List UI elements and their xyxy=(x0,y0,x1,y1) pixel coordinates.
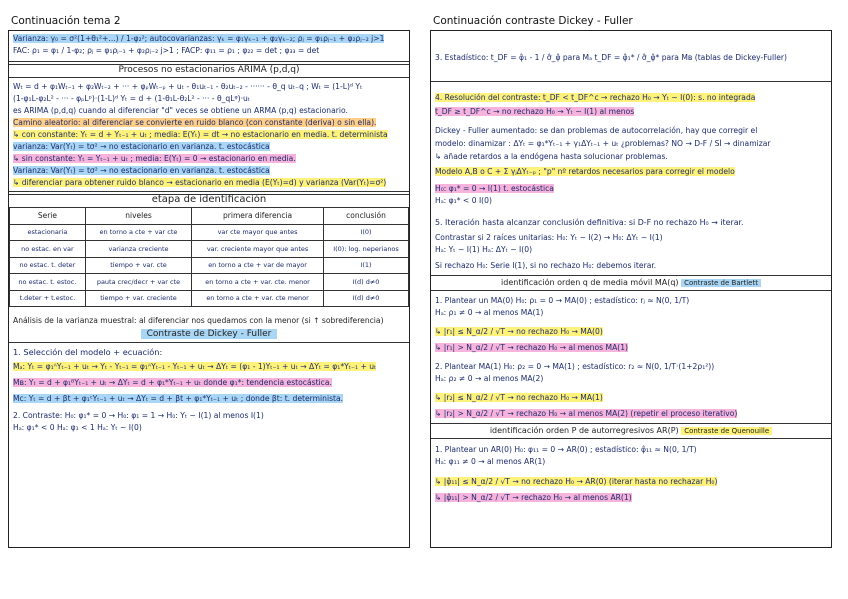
variance-line xyxy=(13,34,405,44)
table-cell: I(0): log. neperianos xyxy=(324,241,409,258)
ar-line xyxy=(435,445,827,455)
arima-line xyxy=(13,130,405,140)
table-cell: tiempo + var. cte xyxy=(85,257,191,274)
two-roots-ha: Hₐ: Yₜ ~ I(1) Hₐ: ΔYₜ ~ I(0) xyxy=(435,245,533,254)
ar0-reject: ↳ |φ̂₁₁| > N_α/2 / √T → rechazo H₀ → al menos AR(1) xyxy=(435,493,632,502)
iteration-line xyxy=(435,245,827,255)
ma0-ha: Hₐ: ρ₁ ≠ 0 → al menos MA(1) xyxy=(435,308,544,317)
df-line xyxy=(13,362,405,372)
model-a: Mₐ: Yₜ = φ₁ᴬYₜ₋₁ + uₜ → Yₜ - Yₜ₋₁ = φ₁ᴬYₜ₋₁ - Yₜ₋₁ + uₜ → ΔYₜ = (φ₁ - 1)Yₜ₋₁ + uₜ → ΔYₜ = φ₁*Yₜ₋₁ + uₜ xyxy=(13,362,377,371)
resolution-line xyxy=(435,93,827,103)
ma-line xyxy=(435,327,827,337)
ma-line xyxy=(435,409,827,419)
df-line xyxy=(13,394,405,404)
ma1-reject: ↳ |r₂| > N_α/2 / √T → rechazo H₀ → al menos MA(2) (repetir el proceso iterativo) xyxy=(435,409,738,418)
without-constant-variance: Varianza: Var(Yₜ) = tσ² → no estacionario en varianza. t. estocástica xyxy=(13,166,270,175)
adf-line xyxy=(435,152,827,162)
ar-section-title: identificación orden P de autorregresivos AR(P) xyxy=(489,426,679,435)
table-header: Serie xyxy=(10,208,86,225)
table-cell: en torno a cte + var. cte. menor xyxy=(192,274,324,291)
left-page-title: Continuación tema 2 xyxy=(11,15,121,27)
ma-line xyxy=(435,393,827,403)
table-header-row xyxy=(10,208,409,225)
arima-eq-2: (1-φ₁L-φ₂L² - ··· - φₚLᵖ)·(1-L)ᵈ Yₜ = d + (1-θ₁L-θ₂L² - ··· - θ_qLᵠ)·uₜ xyxy=(13,94,251,103)
table-cell: I(0) xyxy=(324,224,409,241)
model-c: Mc: Yₜ = d + βt + φ₁ᶜYₜ₋₁ + uₜ → ΔYₜ = d + βt + φ₁*Yₜ₋₁ + uₜ ; donde βt: t. determinista. xyxy=(13,394,344,403)
ma0-h0: 1. Plantear un MA(0) H₀: ρ₁ = 0 → MA(0) ; estadístico: rⱼ ≈ N(0, 1/T) xyxy=(435,296,690,305)
iteration-step: 5. Iteración hasta alcanzar conclusión definitiva: si D-F no rechazo H₀ → iterar. xyxy=(435,218,744,227)
table-cell: estacionaria xyxy=(10,224,86,241)
adf-line xyxy=(435,126,827,136)
table-cell: varianza creciente xyxy=(85,241,191,258)
divider xyxy=(9,342,409,343)
df-line xyxy=(13,411,405,421)
with-constant: ↳ con constante: Yₜ = d + Yₜ₋₁ + uₜ ; media: E(Yₜ) = dt → no estacionario en media. t. determinista xyxy=(13,130,388,139)
iteration-conclusion: Si rechazo H₀: Serie I(1), si no rechazo H₀: debemos iterar. xyxy=(435,261,657,270)
quenouille-badge: Contraste de Quenouille xyxy=(681,427,772,435)
arima-line xyxy=(13,166,405,176)
with-constant-variance: varianza: Var(Yₜ) = tσ² → no estacionario en varianza. t. estocástica xyxy=(13,142,270,151)
ma-section-title-row xyxy=(431,278,831,287)
fac-text: FAC: ρ₁ = φ₁ / 1-φ₂; ρⱼ = φ₁ρⱼ₋₁ + φ₂ρⱼ₋₂ j>1 ; FACP: φ₁₁ = ρ₁ ; φ₂₂ = det ; φ₃₃ = det xyxy=(13,46,320,55)
table-cell: en torno a cte + var de mayor xyxy=(192,257,324,274)
ma0-reject: ↳ |r₁| > N_α/2 / √T → rechazo H₀ → al menos MA(1) xyxy=(435,343,629,352)
ma0-no-reject: ↳ |r₁| ≤ N_α/2 / √T → no rechazo H₀ → MA(0) xyxy=(435,327,603,336)
variance-analysis-line xyxy=(13,316,405,326)
fac-line xyxy=(13,46,405,56)
df-title-row xyxy=(9,329,409,339)
resolution-line xyxy=(435,107,827,117)
ar0-h0: 1. Plantear un AR(0) H₀: φ₁₁ = 0 → AR(0) ; estadístico: φ̂₁₁ ≈ N(0, 1/T) xyxy=(435,445,697,454)
variance-text: Varianza: γ₀ = σ²(1+θ₁²+...) / 1-φ₂²; autocovarianzas: γₖ = φ₁γₖ₋₁ + φ₂γₖ₋₂; ρⱼ = φ₁ρⱼ₋₁ + φ₂ρⱼ₋₂ j>1 xyxy=(13,34,385,43)
arima-def: es ARIMA (p,d,q) cuando al diferenciar "d" veces se obtiene un ARMA (p,q) estacionario. xyxy=(13,106,348,115)
df-contrast-h0: 2. Contraste: H₀: φ₁* = 0 → H₀: φ₁ = 1 → H₀: Yₜ ~ I(1) al menos I(1) xyxy=(13,411,264,420)
arima-section-title: Procesos no estacionarios ARIMA (p,d,q) xyxy=(118,65,300,75)
ar-line xyxy=(435,477,827,487)
differencing-note: ↳ diferenciar para obtener ruido blanco → estacionario en media (E(Yₜ)=d) y varianza (Var(Yₜ)=σ²) xyxy=(13,178,387,187)
iteration-line xyxy=(435,261,827,271)
df-title: Contraste de Dickey - Fuller xyxy=(141,329,278,339)
statistic-text: 3. Estadístico: t_DF = φ̂₁ - 1 / σ̂_φ̂ para Mₐ t_DF = φ̂₁* / σ̂_φ̂* para Mʙ (tablas de Dickey-Fuller) xyxy=(435,53,787,62)
ma-line xyxy=(435,343,827,353)
divider xyxy=(431,438,831,439)
statistic-line xyxy=(435,53,827,63)
adf-line xyxy=(435,167,827,177)
table-cell: t.deter + t.estoc. xyxy=(10,290,86,307)
table-cell: no estac. en var xyxy=(10,241,86,258)
table-cell: I(d) d≠0 xyxy=(324,274,409,291)
table-row xyxy=(10,257,409,274)
arima-line xyxy=(13,82,405,92)
ar0-no-reject: ↳ |φ̂₁₁| ≤ N_α/2 / √T → no rechazo H₀ → AR(0) (iterar hasta no rechazar H₀) xyxy=(435,477,718,486)
adf-model: Modelo A,B o C + Σ γⱼΔYₜ₋ₚ ; "p" nº retardos necesarios para corregir el modelo xyxy=(435,167,735,176)
divider xyxy=(431,81,831,82)
df-contrast-ha: Hₐ: φ₁* < 0 Hₐ: φ₁ < 1 Hₐ: Yₜ ~ I(0) xyxy=(13,423,142,432)
arima-line xyxy=(13,106,405,116)
table-cell: I(1) xyxy=(324,257,409,274)
adf-line xyxy=(435,139,827,149)
ma-line xyxy=(435,362,827,372)
table-cell: no estac. t. estoc. xyxy=(10,274,86,291)
df-step-1: 1. Selección del modelo + ecuación: xyxy=(13,347,163,357)
ma1-ha: Hₐ: ρ₂ ≠ 0 → al menos MA(2) xyxy=(435,374,544,383)
ma-line xyxy=(435,308,827,318)
left-notes-page xyxy=(8,15,410,548)
iteration-line xyxy=(435,233,827,243)
ma-line xyxy=(435,296,827,306)
right-notes-page xyxy=(430,15,832,548)
divider xyxy=(431,423,831,424)
two-roots-h0: Contrastar si 2 raíces unitarias: H₀: Yₜ ~ I(2) → H₀: ΔYₜ ~ I(1) xyxy=(435,233,663,242)
ar-section-title-row xyxy=(431,426,831,435)
df-line xyxy=(13,347,405,357)
adf-dynamize: modelo: dinamizar : ΔYₜ = φ₁*Yₜ₋₁ + γ₁ΔYₜ₋₁ + uₜ ¿problemas? NO → D-F / SÍ → dinamizar xyxy=(435,139,771,148)
table-cell: I(d) d≠0 xyxy=(324,290,409,307)
df-line xyxy=(13,423,405,433)
table-header: conclusión xyxy=(324,208,409,225)
model-b: Mʙ: Yₜ = d + φ₁ᴮYₜ₋₁ + uₜ → ΔYₜ = d + φ₁*Yₜ₋₁ + uₜ donde φ₁*: tendencia estocástica. xyxy=(13,378,332,387)
without-constant: ↳ sin constante: Yₜ = Yₜ₋₁ + uₜ ; media: E(Yₜ) = 0 → estacionario en media. xyxy=(13,154,296,163)
table-cell: var. creciente mayor que antes xyxy=(192,241,324,258)
table-header: primera diferencia xyxy=(192,208,324,225)
table-cell: tiempo + var. creciente xyxy=(85,290,191,307)
divider xyxy=(431,290,831,291)
arima-line xyxy=(13,94,405,104)
ma1-no-reject: ↳ |r₂| ≤ N_α/2 / √T → no rechazo H₀ → MA(1) xyxy=(435,393,603,402)
ma-line xyxy=(435,374,827,384)
arima-eq-1: Wₜ = d + φ₁Wₜ₋₁ + φ₂Wₜ₋₂ + ··· + φₚWₜ₋ₚ + uₜ - θ₁uₜ₋₁ - θ₂uₜ₋₂ - ······ - θ_q uₜ₋q ; Wₜ = (1-L)ᵈ Yₜ xyxy=(13,82,363,91)
ar0-ha: Hₐ: φ₁₁ ≠ 0 → al menos AR(1) xyxy=(435,457,546,466)
resolution-reject: 4. Resolución del contraste: t_DF < t_DF^c → rechazo H₀ → Yₜ ~ I(0): s. no integrada xyxy=(435,93,756,102)
df-line xyxy=(13,378,405,388)
table-cell: no estac. t. deter xyxy=(10,257,86,274)
right-page-title: Continuación contraste Dickey - Fuller xyxy=(433,15,633,27)
identification-table xyxy=(9,207,409,307)
table-header: niveles xyxy=(85,208,191,225)
ar-line xyxy=(435,493,827,503)
resolution-no-reject: t_DF ≥ t_DF^c → no rechazo H₀ → Yₜ ~ I(1) al menos xyxy=(435,107,635,116)
iteration-line xyxy=(435,218,827,228)
table-row xyxy=(10,274,409,291)
variance-analysis-text: Análisis de la varianza muestral: al diferenciar nos quedamos con la menor (si ↑ sobrediferencia) xyxy=(13,316,384,325)
table-cell: en torno a cte + var. cte menor xyxy=(192,290,324,307)
table-row xyxy=(10,290,409,307)
ar-line xyxy=(435,457,827,467)
arima-line xyxy=(13,118,405,128)
bartlett-badge: Contraste de Bartlett xyxy=(681,279,761,287)
arima-line xyxy=(13,142,405,152)
identification-table-title: etapa de identificación xyxy=(151,194,267,205)
table-cell: pauta crec/decr + var cte xyxy=(85,274,191,291)
random-walk-def: Camino aleatorio: al diferenciar se convierte en ruido blanco (con constante (deriva) o sin ella). xyxy=(13,118,377,127)
adf-line xyxy=(435,184,827,194)
adf-line xyxy=(435,196,827,206)
table-row xyxy=(10,241,409,258)
ma-section-title: identificación orden q de media móvil MA(q) xyxy=(501,278,679,287)
divider xyxy=(431,275,831,276)
adf-intro: Dickey - Fuller aumentado: se dan problemas de autocorrelación, hay que corregir el xyxy=(435,126,758,135)
divider xyxy=(9,77,409,78)
table-cell: var cte mayor que antes xyxy=(192,224,324,241)
adf-lags: ↳ añade retardos a la endógena hasta solucionar problemas. xyxy=(435,152,668,161)
table-cell: en torno a cte + var cte xyxy=(85,224,191,241)
arima-line xyxy=(13,154,405,164)
arima-line xyxy=(13,178,405,188)
adf-ha: Hₐ: φ₁* < 0 I(0) xyxy=(435,196,492,205)
table-row xyxy=(10,224,409,241)
adf-h0: H₀: φ₁* = 0 → I(1) t. estocástica xyxy=(435,184,554,193)
ma1-h0: 2. Plantear MA(1) H₀: ρ₂ = 0 → MA(1) ; estadístico: r₂ ≈ N(0, 1/T·(1+2ρ₁²)) xyxy=(435,362,715,371)
